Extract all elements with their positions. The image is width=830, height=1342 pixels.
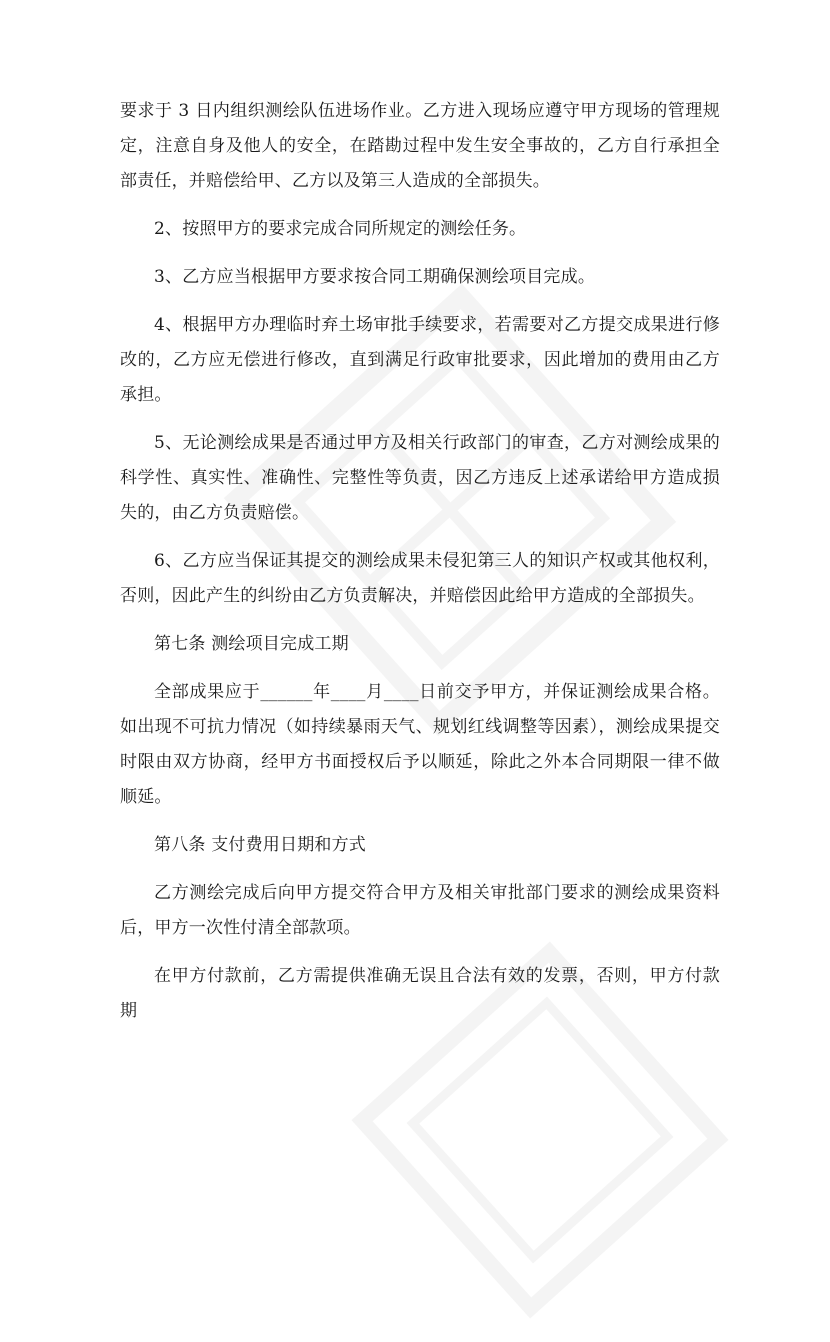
section-heading-7: 第七条 测绘项目完成工期 bbox=[154, 634, 349, 654]
paragraph-site-entry: 要求于 3 日内组织测绘队伍进场作业。乙方进入现场应遵守甲方现场的管理规定，注意自身及他人的安全，在踏勘过程中发生安全事故的，乙方自行承担全部责任，并赔偿给甲、乙方以及第三人造成的全部损失。 bbox=[120, 101, 720, 191]
paragraph-item-3: 3、乙方应当根据甲方要求按合同工期确保测绘项目完成。 bbox=[154, 267, 596, 287]
paragraph-invoice: 在甲方付款前，乙方需提供准确无误且合法有效的发票，否则，甲方付款期 bbox=[120, 966, 720, 1021]
paragraph-payment: 乙方测绘完成后向甲方提交符合甲方及相关审批部门要求的测绘成果资料后，甲方一次性付清全部款项。 bbox=[120, 883, 720, 938]
paragraph-item-5: 5、无论测绘成果是否通过甲方及相关行政部门的审查，乙方对测绘成果的科学性、真实性、准确性、完整性等负责，因乙方违反上述承诺给甲方造成损失的，由乙方负责赔偿。 bbox=[120, 433, 720, 523]
section-heading-8: 第八条 支付费用日期和方式 bbox=[154, 835, 367, 855]
paragraph-deadline: 全部成果应于______年____月____日前交予甲方，并保证测绘成果合格。如出现不可抗力情况（如持续暴雨天气、规划红线调整等因素），测绘成果提交时限由双方协商，经甲方书面授权后予以顺延，除此之外本合同期限一律不做顺延。 bbox=[120, 682, 720, 807]
paragraph-item-4: 4、根据甲方办理临时弃土场审批手续要求，若需要对乙方提交成果进行修改的，乙方应无偿进行修改，直到满足行政审批要求，因此增加的费用由乙方承担。 bbox=[120, 315, 720, 405]
paragraph-item-6: 6、乙方应当保证其提交的测绘成果未侵犯第三人的知识产权或其他权利，否则，因此产生的纠纷由乙方负责解决，并赔偿因此给甲方造成的全部损失。 bbox=[120, 551, 720, 606]
paragraph-item-2: 2、按照甲方的要求完成合同所规定的测绘任务。 bbox=[154, 219, 527, 239]
document-body bbox=[120, 94, 720, 1029]
